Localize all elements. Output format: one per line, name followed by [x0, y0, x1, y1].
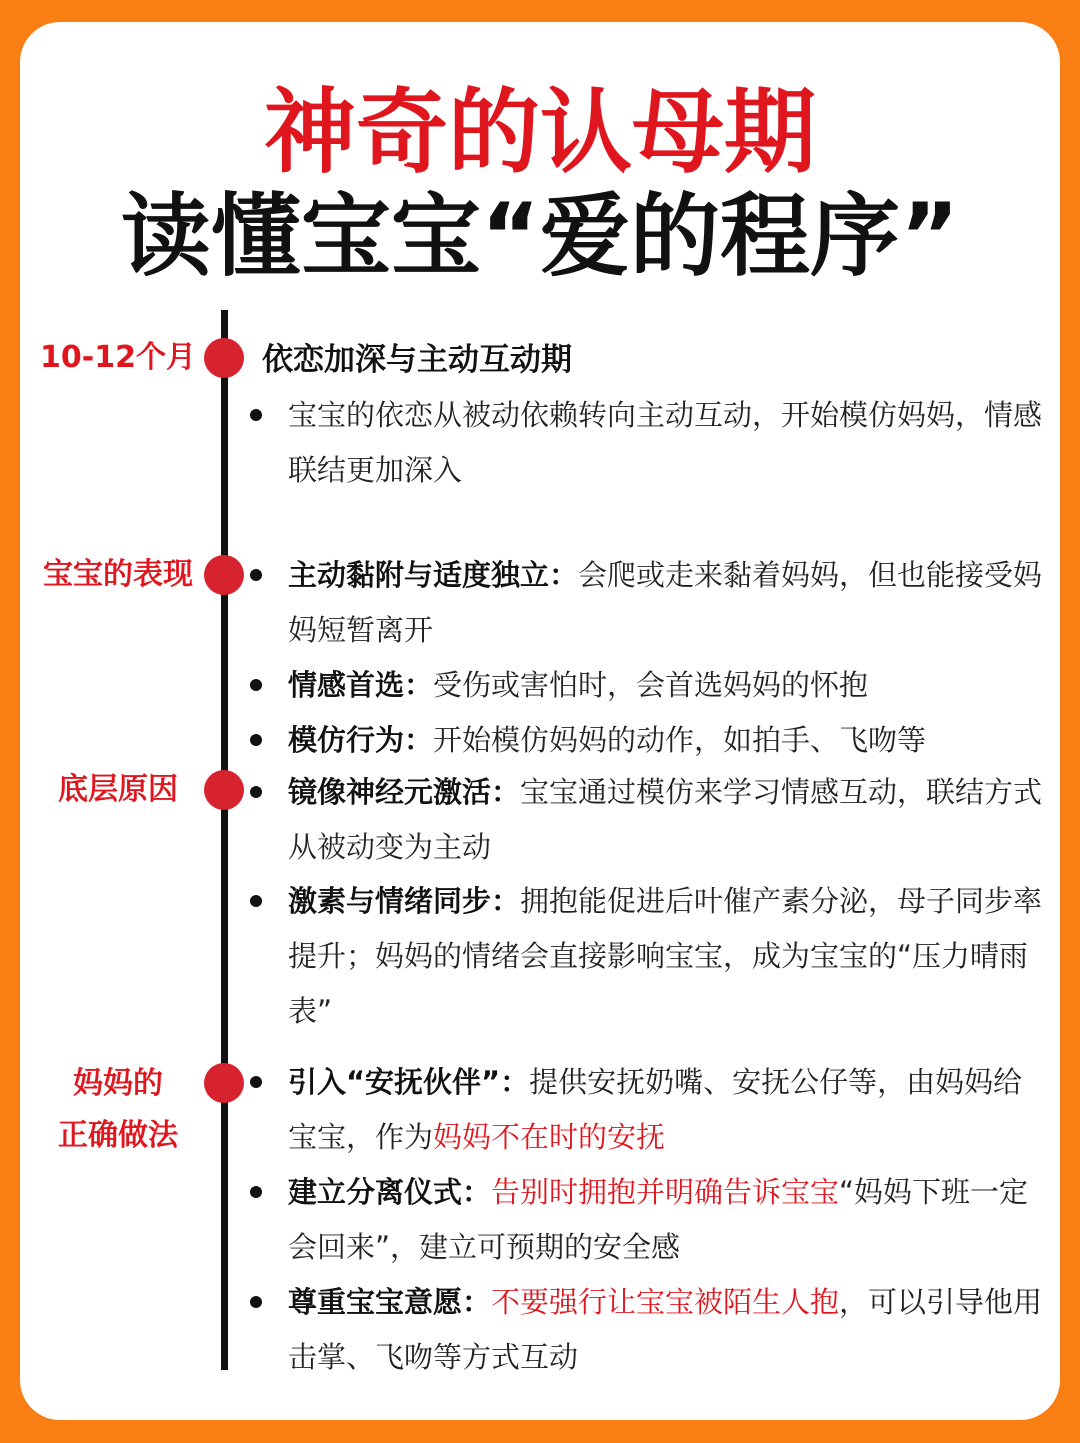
item-label: 建立分离仪式：: [288, 1175, 492, 1209]
item-text: 宝宝通过模仿来学习情感互动，联结方式从被动变为主动: [288, 775, 1043, 864]
intro-text: 宝宝的依恋从被动依赖转向主动互动，开始模仿妈妈，情感联结更加深入: [288, 398, 1043, 487]
performance-item: [250, 658, 1048, 713]
item-label: 情感首选：: [288, 668, 434, 702]
timeline-line: [221, 310, 228, 1370]
method-item: [250, 1275, 1048, 1385]
method-item: [250, 1165, 1048, 1275]
timeline-dot: [204, 555, 244, 595]
section-label-reason: 底层原因: [58, 772, 178, 807]
item-highlight: 妈妈不在时的安抚: [433, 1120, 666, 1154]
item-label: 引入“安抚伙伴”：: [288, 1065, 530, 1099]
page-title-sub: 读懂宝宝“爱的程序”: [120, 184, 960, 289]
reason-item: [250, 874, 1048, 1039]
item-label: 激素与情绪同步：: [288, 884, 521, 918]
item-text: ，可以引导他用击掌、飞吻等方式互动: [288, 1285, 1043, 1374]
item-text: 开始模仿妈妈的动作，如拍手、飞吻等: [433, 723, 927, 757]
stage-heading: 依恋加深与主动互动期: [262, 342, 572, 378]
item-text: 提供安抚奶嘴、安抚公仔等，由妈妈给宝宝，作为: [288, 1065, 1023, 1154]
item-highlight: 不要强行让宝宝被陌生人抱: [491, 1285, 840, 1319]
section-label-method-line2: 正确做法: [58, 1118, 178, 1153]
item-highlight: 告别时拥抱并明确告诉宝宝: [491, 1175, 840, 1209]
section-label-performance: 宝宝的表现: [43, 557, 193, 592]
section-label-method-line1: 妈妈的: [73, 1066, 163, 1101]
item-text: “妈妈下班一定会回来”，建立可预期的安全感: [288, 1175, 1029, 1264]
item-text: 受伤或害怕时，会首选妈妈的怀抱: [433, 668, 869, 702]
item-text: 拥抱能促进后叶催产素分泌，母子同步率提升；妈妈的情绪会直接影响宝宝，成为宝宝的“压力晴雨表”: [288, 884, 1043, 1028]
timeline-dot: [204, 338, 244, 378]
item-label: 主动黏附与适度独立：: [288, 558, 579, 592]
intro-bullet: [250, 388, 1048, 498]
item-label: 模仿行为：: [288, 723, 434, 757]
timeline-dot: [204, 1063, 244, 1103]
reason-item: [250, 765, 1048, 875]
method-item: [250, 1055, 1048, 1165]
timeline-dot: [204, 770, 244, 810]
item-label: 尊重宝宝意愿：: [288, 1285, 492, 1319]
item-text: 会爬或走来黏着妈妈，但也能接受妈妈短暂离开: [288, 558, 1043, 647]
section-label-method: [28, 1058, 208, 1162]
page-title-main: 神奇的认母期: [263, 79, 816, 186]
item-label: 镜像神经元激活：: [288, 775, 521, 809]
section-label-age: 10-12个月: [40, 340, 196, 375]
performance-item: [250, 548, 1048, 658]
performance-item: [250, 713, 1048, 768]
